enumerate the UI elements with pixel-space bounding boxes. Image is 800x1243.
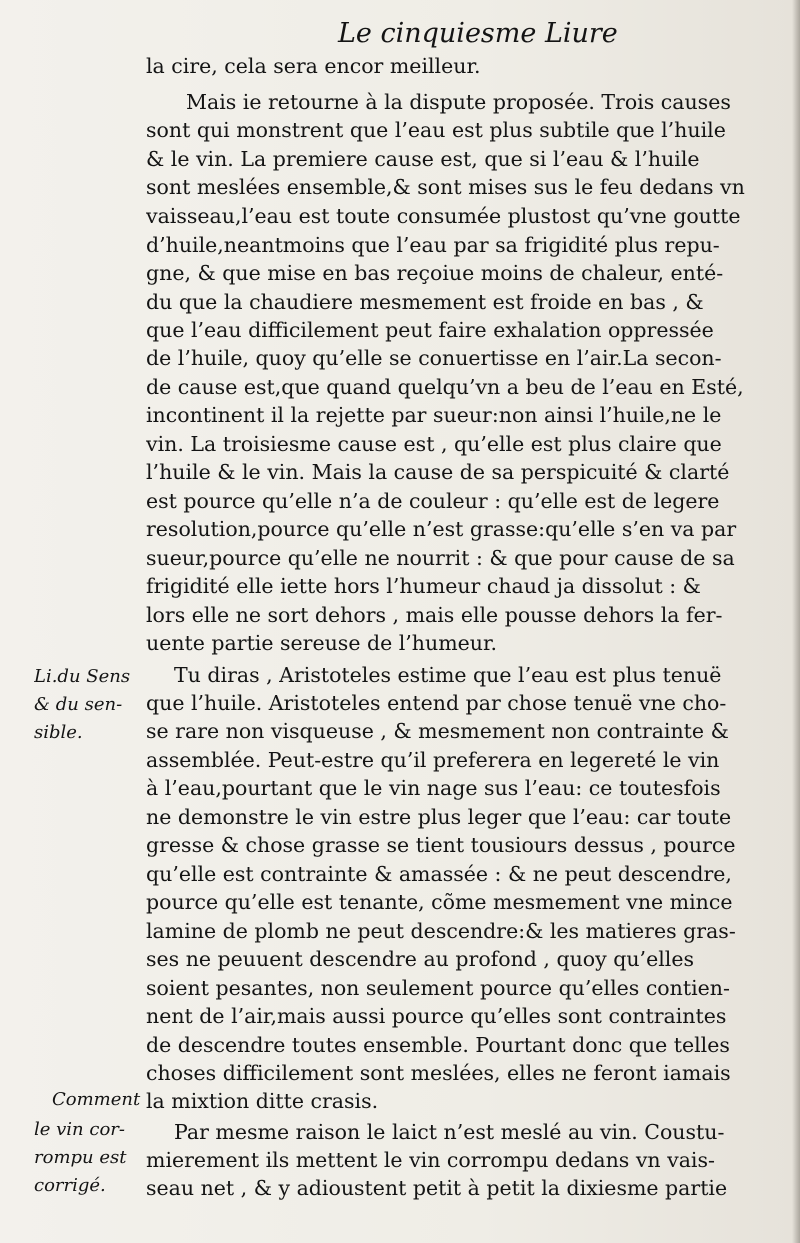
body-line: à l’eau,pourtant que le vin nage sus l’eau: ce toutesfois — [146, 776, 721, 800]
body-line: la cire, cela sera encor meilleur. — [146, 54, 481, 78]
body-line: seau net , & y adioustent petit à petit la dixiesme partie — [146, 1176, 728, 1200]
body-line: mierement ils mettent le vin corrompu dedans vn vais- — [146, 1148, 715, 1172]
body-line: de l’huile, quoy qu’elle se conuertisse en l’air.La secon- — [146, 346, 722, 370]
body-line: incontinent il la rejette par sueur:non ainsi l’huile,ne le — [146, 403, 722, 427]
body-line: sueur,pource qu’elle ne nourrit : & que pour cause de sa — [146, 546, 735, 570]
body-line: de descendre toutes ensemble. Pourtant donc que telles — [146, 1033, 730, 1057]
margin-note-line: le vin cor- — [34, 1119, 125, 1140]
body-line: lamine de plomb ne peut descendre:& les matieres gras- — [146, 919, 736, 943]
body-line: que l’eau difficilement peut faire exhalation oppressée — [146, 318, 714, 342]
body-line: choses difficilement sont meslées, elles ne feront iamais — [146, 1061, 731, 1085]
body-line: est pource qu’elle n’a de couleur : qu’elle est de legere — [146, 489, 720, 513]
body-line: d’huile,neantmoins que l’eau par sa frigidité plus repu- — [146, 233, 720, 257]
body-line: ne demonstre le vin estre plus leger que l’eau: car toute — [146, 805, 732, 829]
body-line: qu’elle est contrainte & amassée : & ne peut descendre, — [146, 862, 732, 886]
body-line: nent de l’air,mais aussi pource qu’elles sont contraintes — [146, 1004, 727, 1028]
body-line: pource qu’elle est tenante, cõme mesmement vne mince — [146, 890, 733, 914]
body-line: & le vin. La premiere cause est, que si l’eau & l’huile — [146, 147, 700, 171]
body-line: gne, & que mise en bas reçoiue moins de chaleur, enté- — [146, 261, 724, 285]
margin-note-line: sible. — [34, 722, 83, 743]
body-line: Tu diras , Aristoteles estime que l’eau est plus tenuë — [174, 663, 722, 687]
body-line: Mais ie retourne à la dispute proposée. Trois causes — [186, 90, 731, 114]
body-line: se rare non visqueuse , & mesmement non contrainte & — [146, 719, 729, 743]
body-line: l’huile & le vin. Mais la cause de sa perspicuité & clarté — [146, 460, 730, 484]
running-head: Le cinquiesme Liure — [338, 18, 618, 49]
body-line: de cause est,que quand quelqu’vn a beu de l’eau en Esté, — [146, 375, 744, 399]
page-edge-shadow — [792, 0, 800, 1243]
body-line: que l’huile. Aristoteles entend par chose tenuë vne cho- — [146, 691, 727, 715]
body-line: sont qui monstrent que l’eau est plus subtile que l’huile — [146, 118, 726, 142]
body-line: vaisseau,l’eau est toute consumée plustost qu’vne goutte — [146, 204, 741, 228]
margin-note-line: Comment — [52, 1089, 141, 1110]
body-line: la mixtion ditte crasis. — [146, 1089, 379, 1113]
body-line: gresse & chose grasse se tient tousiours dessus , pource — [146, 833, 736, 857]
body-line: resolution,pource qu’elle n’est grasse:qu’elle s’en va par — [146, 517, 737, 541]
margin-note-line: corrigé. — [34, 1175, 106, 1196]
body-line: assemblée. Peut-estre qu’il preferera en legereté le vin — [146, 748, 720, 772]
body-line: uente partie sereuse de l’humeur. — [146, 631, 498, 655]
margin-note-line: & du sen- — [34, 694, 123, 715]
body-line: ses ne peuuent descendre au profond , quoy qu’elles — [146, 947, 694, 971]
margin-note-line: rompu est — [34, 1147, 127, 1168]
body-line: Par mesme raison le laict n’est meslé au vin. Coustu- — [174, 1120, 725, 1144]
body-line: lors elle ne sort dehors , mais elle pousse dehors la fer- — [146, 603, 723, 627]
body-line: du que la chaudiere mesmement est froide en bas , & — [146, 290, 704, 314]
body-line: vin. La troisiesme cause est , qu’elle est plus claire que — [146, 432, 722, 456]
body-line: soient pesantes, non seulement pource qu’elles contien- — [146, 976, 730, 1000]
margin-note-line: Li.du Sens — [34, 666, 131, 687]
body-line: frigidité elle iette hors l’humeur chaud ja dissolut : & — [146, 574, 701, 598]
body-line: sont meslées ensemble,& sont mises sus le feu dedans vn — [146, 175, 745, 199]
